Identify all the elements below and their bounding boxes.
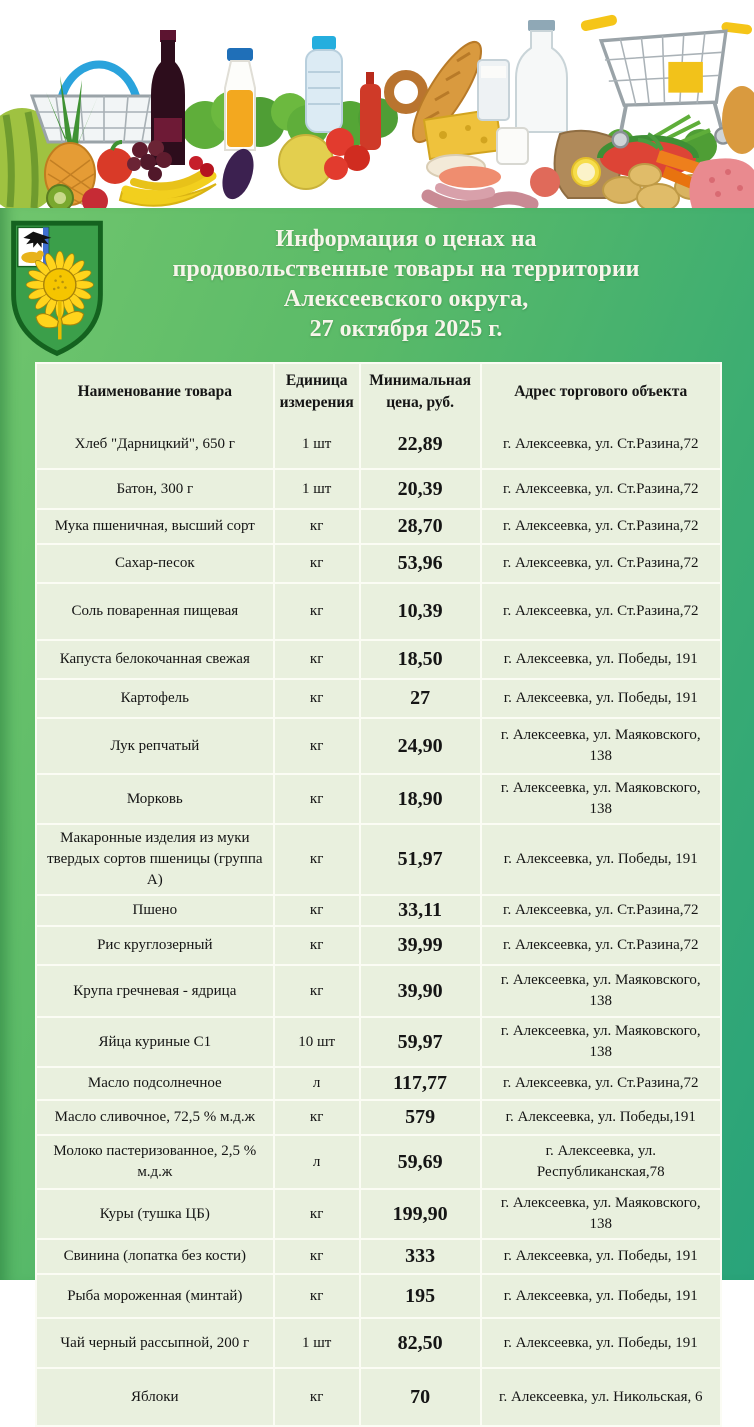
product-name-cell: Яблоки: [131, 1388, 179, 1405]
table-row: [37, 1066, 720, 1099]
juice-bottle-icon: [225, 48, 255, 150]
address-cell: г. Алексеевка, ул. Маяковского, 138: [480, 775, 720, 823]
product-name-cell: Соль поваренная пищевая: [71, 603, 239, 619]
table-row: [37, 420, 720, 468]
product-name-cell: Лук репчатый: [110, 737, 200, 754]
unit-cell: л: [273, 1136, 359, 1188]
unit-cell: кг: [273, 641, 359, 678]
address-cell: г. Алексеевка, ул. Победы, 191: [480, 825, 720, 894]
title-line-3: Алексеевского округа,: [283, 286, 529, 312]
price-cell: 333: [359, 1240, 480, 1273]
unit-cell: кг: [273, 680, 359, 717]
address-cell: г. Алексеевка, ул. Ст.Разина,72: [480, 927, 720, 964]
product-name-cell: Рис круглозерный: [97, 937, 213, 953]
unit-cell: л: [273, 1068, 359, 1099]
address-cell: г. Алексеевка, ул. Ст.Разина,72: [480, 545, 720, 582]
table-row: [37, 717, 720, 773]
address-cell: г. Алексеевка, ул. Маяковского, 138: [480, 1018, 720, 1066]
melon-icon: [279, 135, 333, 189]
unit-cell: 10 шт: [273, 1018, 359, 1066]
price-cell: 33,11: [359, 896, 480, 925]
price-cell: 579: [359, 1101, 480, 1134]
product-name-cell: Батон, 300 г: [116, 480, 194, 497]
price-cell: 51,97: [359, 825, 480, 894]
price-cell: 18,90: [359, 775, 480, 823]
product-name-cell: Сахар-песок: [115, 555, 195, 571]
address-cell: г. Алексеевка, ул. Ст.Разина,72: [480, 470, 720, 508]
product-name-cell: Масло подсолнечное: [87, 1075, 222, 1091]
table-row: [37, 1367, 720, 1425]
meat-chunk-icon: [530, 167, 560, 197]
price-cell: 82,50: [359, 1319, 480, 1367]
unit-cell: кг: [273, 1190, 359, 1238]
product-name-cell: Куры (тушка ЦБ): [99, 1205, 210, 1222]
unit-cell: кг: [273, 927, 359, 964]
minced-meat-icon: [689, 158, 754, 208]
table-row: [37, 1188, 720, 1238]
yogurt-cup-icon: [497, 128, 528, 164]
lemon-slice-icon: [572, 158, 600, 186]
product-name-cell: Капуста белокочанная свежая: [59, 651, 250, 667]
product-name-cell: Молоко пастеризованное, 2,5 % м.д.ж: [53, 1143, 257, 1180]
address-cell: г. Алексеевка, ул. Ст.Разина,72: [480, 1068, 720, 1099]
address-cell: г. Алексеевка, ул. Победы,191: [480, 1101, 720, 1134]
unit-cell: кг: [273, 1275, 359, 1317]
table-row: [37, 1016, 720, 1066]
table-row: [37, 678, 720, 717]
price-cell: 59,97: [359, 1018, 480, 1066]
table-row: [37, 1273, 720, 1317]
product-name-cell: Масло сливочное, 72,5 % м.д.ж: [54, 1109, 255, 1125]
product-name-cell: Морковь: [126, 790, 183, 807]
price-cell: 53,96: [359, 545, 480, 582]
table-row: [37, 508, 720, 543]
unit-cell: кг: [273, 719, 359, 773]
address-cell: г. Алексеевка, ул. Ст.Разина,72: [480, 896, 720, 925]
price-cell: 22,89: [359, 420, 480, 468]
table-row: [37, 823, 720, 894]
address-cell: г. Алексеевка, ул. Маяковского, 138: [480, 1190, 720, 1238]
price-cell: 195: [359, 1275, 480, 1317]
price-cell: 199,90: [359, 1190, 480, 1238]
price-cell: 39,90: [359, 966, 480, 1016]
product-name-cell: Хлеб "Дарницкий", 650 г: [74, 435, 235, 452]
address-cell: г. Алексеевка, ул. Ст.Разина,72: [480, 420, 720, 468]
unit-cell: кг: [273, 896, 359, 925]
column-header-address: Адрес торгового объекта: [480, 364, 720, 420]
unit-cell: кг: [273, 545, 359, 582]
price-table-body: [37, 420, 720, 1425]
unit-cell: кг: [273, 775, 359, 823]
price-cell: 10,39: [359, 584, 480, 639]
price-table: [35, 362, 722, 1427]
alekseevka-coat-of-arms: [8, 218, 106, 360]
unit-cell: кг: [273, 510, 359, 543]
product-name-cell: Яйца куриные С1: [98, 1033, 212, 1050]
product-name-cell: Свинина (лопатка без кости): [63, 1248, 247, 1264]
unit-cell: кг: [273, 1240, 359, 1273]
price-cell: 28,70: [359, 510, 480, 543]
address-cell: г. Алексеевка, ул. Никольская, 6: [480, 1369, 720, 1425]
address-cell: г. Алексеевка, ул. Ст.Разина,72: [480, 510, 720, 543]
table-row: [37, 925, 720, 964]
column-header-price: Минимальная цена, руб.: [359, 364, 480, 420]
unit-cell: кг: [273, 1101, 359, 1134]
product-name-cell: Макаронные изделия из муки твердых сортов пшеницы (группа А): [47, 830, 263, 888]
product-name-cell: Чай черный рассыпной, 200 г: [60, 1334, 250, 1351]
table-row: [37, 543, 720, 582]
table-row: [37, 773, 720, 823]
product-name-cell: Пшено: [132, 902, 178, 918]
table-row: [37, 639, 720, 678]
unit-cell: 1 шт: [273, 420, 359, 468]
title-line-4: 27 октября 2025 г.: [309, 316, 503, 342]
table-row: [37, 468, 720, 508]
address-cell: г. Алексеевка, ул. Ст.Разина,72: [480, 584, 720, 639]
unit-cell: кг: [273, 1369, 359, 1425]
address-cell: г. Алексеевка, ул. Маяковского, 138: [480, 719, 720, 773]
price-cell: 59,69: [359, 1136, 480, 1188]
table-row: [37, 1134, 720, 1188]
product-name-cell: Мука пшеничная, высший сорт: [54, 518, 255, 534]
price-cell: 24,90: [359, 719, 480, 773]
water-bottle-icon: [306, 36, 342, 132]
price-cell: 70: [359, 1369, 480, 1425]
price-cell: 39,99: [359, 927, 480, 964]
column-header-product: Наименование товара: [77, 383, 233, 400]
address-cell: г. Алексеевка, ул. Победы, 191: [480, 1240, 720, 1273]
unit-cell: кг: [273, 584, 359, 639]
address-cell: г. Алексеевка, ул. Победы, 191: [480, 1275, 720, 1317]
table-row: [37, 964, 720, 1016]
unit-cell: 1 шт: [273, 470, 359, 508]
price-cell: 20,39: [359, 470, 480, 508]
table-row: [37, 1099, 720, 1134]
unit-cell: кг: [273, 825, 359, 894]
price-cell: 27: [359, 680, 480, 717]
salmon-icon: [439, 166, 501, 188]
table-row: [37, 582, 720, 639]
product-name-cell: Крупа гречневая - ядрица: [73, 982, 237, 999]
product-name-cell: Картофель: [120, 690, 189, 706]
column-header-unit: Единица измерения: [273, 364, 359, 420]
page-title: [0, 208, 754, 344]
price-cell: 18,50: [359, 641, 480, 678]
content-area: [0, 208, 754, 1408]
unit-cell: кг: [273, 966, 359, 1016]
table-row: [37, 1238, 720, 1273]
unit-cell: 1 шт: [273, 1319, 359, 1367]
address-cell: г. Алексеевка, ул. Победы, 191: [480, 1319, 720, 1367]
address-cell: г. Алексеевка, ул. Республиканская,78: [480, 1136, 720, 1188]
price-cell: 117,77: [359, 1068, 480, 1099]
grocery-illustration: [0, 0, 754, 208]
table-header-row: [37, 364, 720, 420]
address-cell: г. Алексеевка, ул. Маяковского, 138: [480, 966, 720, 1016]
product-name-cell: Рыба мороженная (минтай): [67, 1287, 243, 1304]
table-row: [37, 894, 720, 925]
title-line-2: продовольственные товары на территории: [172, 256, 640, 282]
milk-glass-icon: [478, 60, 509, 120]
address-cell: г. Алексеевка, ул. Победы, 191: [480, 680, 720, 717]
title-line-1: Информация о ценах на: [275, 226, 537, 252]
address-cell: г. Алексеевка, ул. Победы, 191: [480, 641, 720, 678]
grocery-photo-banner: [0, 0, 754, 208]
table-row: [37, 1317, 720, 1367]
